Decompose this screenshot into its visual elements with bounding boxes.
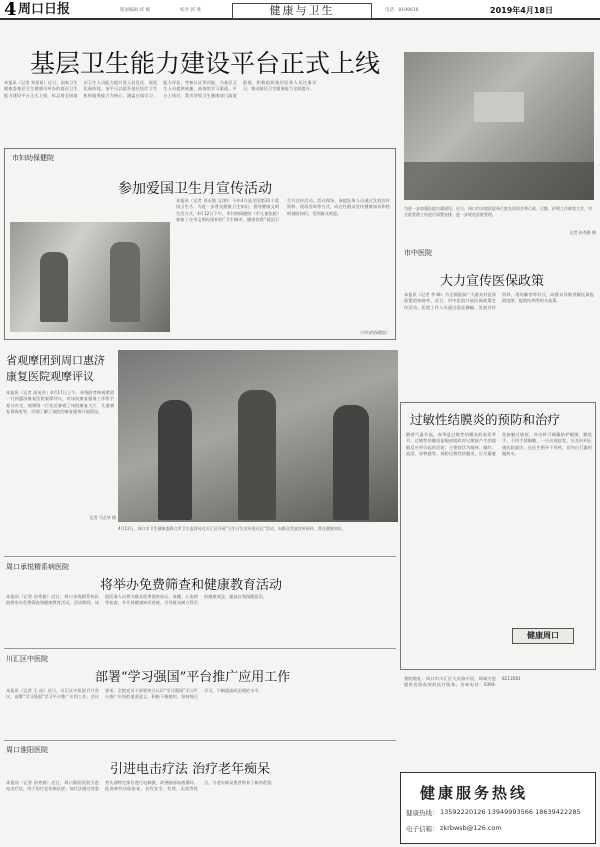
study-tag: 川汇区中医院	[6, 655, 48, 663]
photo-middle-caption: 4月12日，周口市卫生健康委联合市卫生监督局在川汇区开展“卫生计生宣传进社区”活动，向群众发放宣传资料，普及健康知识。	[118, 526, 346, 531]
hotline-email-label: 电子信箱：	[406, 825, 439, 833]
review-headline-1: 省观摩团到周口惠济	[6, 354, 105, 367]
insurance-tag: 市中医院	[404, 249, 432, 257]
issue-date: 2019年4月18日	[490, 6, 553, 15]
photo-top-credit: 记者 孙秀雅 摄	[569, 230, 596, 235]
study-headline: 部署“学习强国”平台推广应用工作	[95, 670, 291, 685]
health-month-headline: 参加爱国卫生月宣传活动	[118, 181, 272, 197]
section-title: 健康与卫生	[232, 3, 372, 19]
photo-top-caption: 为进一步加强医院内涵建设，近日，周口市东坡医院举行院长培训会和行政、后勤、护理工作联席大会，对全院管理工作进行部署安排，进一步规范医院管理。	[404, 206, 592, 217]
masthead-meta-right: 电话：8198616	[385, 8, 419, 13]
health-month-body: 本报讯（记者 刘永俊 文/图）今年4月是全国第31个爱国卫生月。为进一步普及健康卫生知识，倡导健康文明生活方式，4月12日下午，市妇幼保健院（市儿童医院）参加了在市文明办组织的“卫生城市，健康你我”爱国卫生月宣传活动。活动现场，该院医务人员通过发放宣传资料、现场咨询等方式，向过往群众宣传健康知识和疾病预防知识，受到群众欢迎。	[176, 198, 390, 223]
page-number: 4	[4, 0, 17, 20]
health-month-tag: 市妇幼保健院	[12, 154, 54, 162]
photo-health-month	[10, 222, 170, 332]
photo-person-left	[40, 252, 68, 322]
masthead-meta-mid: 校对 郭 燕	[180, 8, 201, 13]
divider-1	[4, 556, 396, 557]
lead-headline: 基层卫生能力建设平台正式上线	[30, 49, 381, 78]
photo-audience	[404, 162, 594, 200]
hotline-phone-label: 健康热线：	[406, 809, 439, 817]
screening-tag: 周口承悦精系病医院	[6, 563, 69, 571]
photo-community-activity	[118, 350, 398, 522]
hotline-email: zkrbwsb@126.com	[440, 824, 502, 832]
elderly-tag: 周口淮阳医院	[6, 746, 48, 754]
photo-figure-3	[333, 405, 369, 520]
lead-body: 本报讯（记者 刘星星）近日，国家卫生健康委基层卫生健康司举办的基层卫生能力建设平台正式上线，标志着全国基层卫生人员能力提升进入信息化、规范化新阶段。该平台以提升基层医疗卫生机构服务能力为核心，涵盖在线学习、能力评估、考核认证等功能，为基层卫生人员提供便捷、高效的学习渠道。平台上线后，我市各级卫生健康部门高度重视，积极组织基层医务人员注册学习，推动基层卫生服务能力全面提升。	[4, 80, 317, 98]
insurance-headline: 大力宣传医保政策	[440, 274, 545, 289]
health-month-credit: （市妇幼保健院）	[358, 330, 390, 335]
allergy-body: 随着气温升高，春季是过敏性结膜炎的高发季节。过敏性结膜炎是眼部组织对过敏原产生的超敏反应所引起的炎症，主要症状为眼痒、眼红、流泪、异物感等。预防过敏性结膜炎，应尽量避免接触过敏原，外出时可佩戴防护眼镜，勤洗手，不用手揉眼睛。一旦出现症状，应及时到正规医院就诊，在医生指导下用药，切勿自行滥用眼药水。	[406, 432, 592, 457]
masthead-meta-left: 版面编辑 郭 楠	[120, 8, 150, 13]
photo-banner	[474, 92, 524, 122]
allergy-headline: 过敏性结膜炎的预防和治疗	[410, 412, 561, 427]
divider-2	[4, 648, 396, 649]
photo-person-right	[110, 242, 140, 322]
hotline-phones: 13592220126 13949993566 18639422285	[440, 808, 581, 816]
elderly-body: 本报讯（记者 孙秀雅）近日，周口淮阳医院引进电击疗法，用于治疗老年痴呆症。该疗法通过对患者头部特定部位进行电刺激，改善脑部血液循环，促进神经功能恢复，具有安全、有效、无创等优点，为老年痴呆患者带来了新的希望。	[6, 780, 276, 792]
insurance-body: 本报讯（记者 李 峰）为全面提高广大群众对医保政策的知晓率，近日，市中医院开展医保政策宣传活动。医院工作人员通过悬挂横幅、发放宣传资料、现场解答等形式，向群众详细讲解医保报销范围、报销比例等相关政策。	[404, 292, 594, 310]
elderly-headline: 引进电击疗法 治疗老年痴呆	[110, 762, 271, 777]
editor-note: 我院地址：周口市川汇区大庆路中段，竭诚为您提供优质高效的医疗服务。咨询电话：0394-8213581	[404, 676, 521, 688]
study-body: 本报讯（记者 王 成）近日，川汇区中医院召开会议，部署“学习强国”学习平台推广应用工作。会议要求，全院党员干部要充分认识“学习强国”学习平台推广应用的重要意义，积极下载使用，坚持每日学习，不断提高政治理论水平。	[6, 688, 263, 700]
review-body: 本报讯（记者 高英杰）4月17日上午，省残联考核观摩团一行到惠济康复医院观摩评议，对该院康复服务工作给予充分肯定。观摩团一行先后参观了该院康复大厅、儿童康复训练室等，详细了解了该院的康复服务开展情况。	[6, 390, 114, 415]
screening-headline: 将举办免费筛查和健康教育活动	[100, 578, 283, 593]
review-credit: 记者 马艺华 摄	[89, 515, 116, 520]
divider-3	[4, 740, 396, 741]
paper-name: 周口日报	[18, 2, 71, 17]
photo-figure-1	[158, 400, 192, 520]
photo-figure-2	[238, 390, 276, 520]
photo-hospital-meeting	[404, 52, 594, 200]
hotline-title: 健康服务热线	[420, 784, 529, 802]
health-logo: 健康周口	[512, 628, 574, 644]
screening-body: 本报讯（记者 孙秀雅）近日，周口承悦精系病医院将举办免费筛查和健康教育活动。活动期间，该院医务人员将为群众免费提供血压、血糖、心电图等检查，并开展健康知识讲座，引导群众树立科学的健康观念，提高自我保健意识。	[6, 594, 267, 606]
review-headline-2: 康复医院观摩评议	[6, 370, 94, 383]
